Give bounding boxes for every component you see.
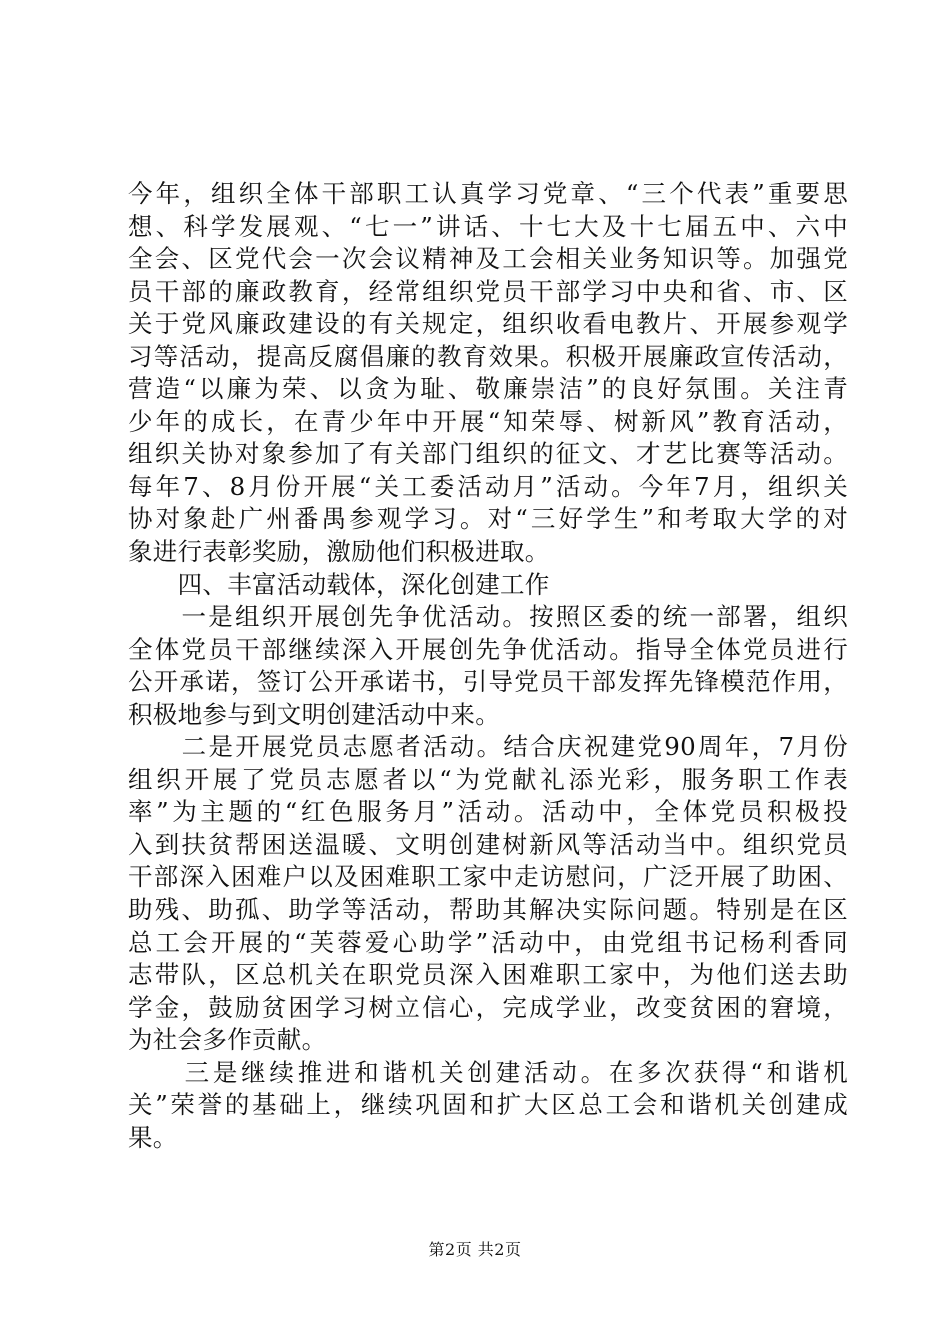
text-line: 为社会多作贡献。: [128, 1025, 327, 1055]
text-line: 助残、助孤、助学等活动，帮助其解决实际问题。特别是在区: [128, 895, 848, 925]
text-line: 象进行表彰奖励，激励他们积极进取。: [128, 537, 550, 567]
text-line: 二是开展党员志愿者活动。结合庆祝建党90周年，7月份: [128, 732, 848, 762]
text-line: 公开承诺，签订公开承诺书，引导党员干部发挥先锋模范作用，: [128, 667, 848, 697]
text-line: 全会、区党代会一次会议精神及工会相关业务知识等。加强党: [128, 244, 848, 274]
text-line: 一是组织开展创先争优活动。按照区委的统一部署，组织: [128, 602, 848, 632]
text-line: 学金，鼓励贫困学习树立信心，完成学业，改变贫困的窘境，: [128, 992, 848, 1022]
text-line: 想、科学发展观、“七一”讲话、十七大及十七届五中、六中: [128, 211, 848, 241]
text-line: 三是继续推进和谐机关创建活动。在多次获得“和谐机: [128, 1057, 848, 1087]
text-line: 每年7、8月份开展“关工委活动月”活动。今年7月，组织关: [128, 471, 848, 501]
text-line: 少年的成长，在青少年中开展“知荣辱、树新风”教育活动，: [128, 406, 848, 436]
text-line: 积极地参与到文明创建活动中来。: [128, 699, 500, 729]
text-line: 全体党员干部继续深入开展创先争优活动。指导全体党员进行: [128, 634, 848, 664]
text-line: 组织开展了党员志愿者以“为党献礼添光彩，服务职工作表: [128, 764, 848, 794]
text-line: 果。: [128, 1122, 178, 1152]
text-line: 总工会开展的“芙蓉爱心助学”活动中，由党组书记杨利香同: [128, 927, 848, 957]
text-line: 员干部的廉政教育，经常组织党员干部学习中央和省、市、区: [128, 276, 848, 306]
text-line: 习等活动，提高反腐倡廉的教育效果。积极开展廉政宣传活动，: [128, 341, 848, 371]
text-line: 今年，组织全体干部职工认真学习党章、“三个代表”重要思: [128, 179, 848, 208]
section-heading: 四、丰富活动载体，深化创建工作: [128, 569, 550, 599]
text-line: 干部深入困难户以及困难职工家中走访慰问，广泛开展了助困、: [128, 862, 848, 892]
text-line: 率”为主题的“红色服务月”活动。活动中，全体党员积极投: [128, 797, 848, 827]
page-number-footer: 第2页 共2页: [428, 1240, 522, 1259]
text-line: 关于党风廉政建设的有关规定，组织收看电教片、开展参观学: [128, 309, 848, 339]
text-line: 志带队，区总机关在职党员深入困难职工家中，为他们送去助: [128, 960, 848, 990]
text-line: 协对象赴广州番禺参观学习。对“三好学生”和考取大学的对: [128, 504, 848, 534]
document-body: [128, 178, 848, 1154]
text-line: 组织关协对象参加了有关部门组织的征文、才艺比赛等活动。: [128, 439, 848, 469]
text-line: 入到扶贫帮困送温暖、文明创建树新风等活动当中。组织党员: [128, 829, 848, 859]
text-line: 营造“以廉为荣、以贪为耻、敬廉崇洁”的良好氛围。关注青: [128, 374, 848, 404]
text-line: 关”荣誉的基础上，继续巩固和扩大区总工会和谐机关创建成: [128, 1090, 848, 1120]
